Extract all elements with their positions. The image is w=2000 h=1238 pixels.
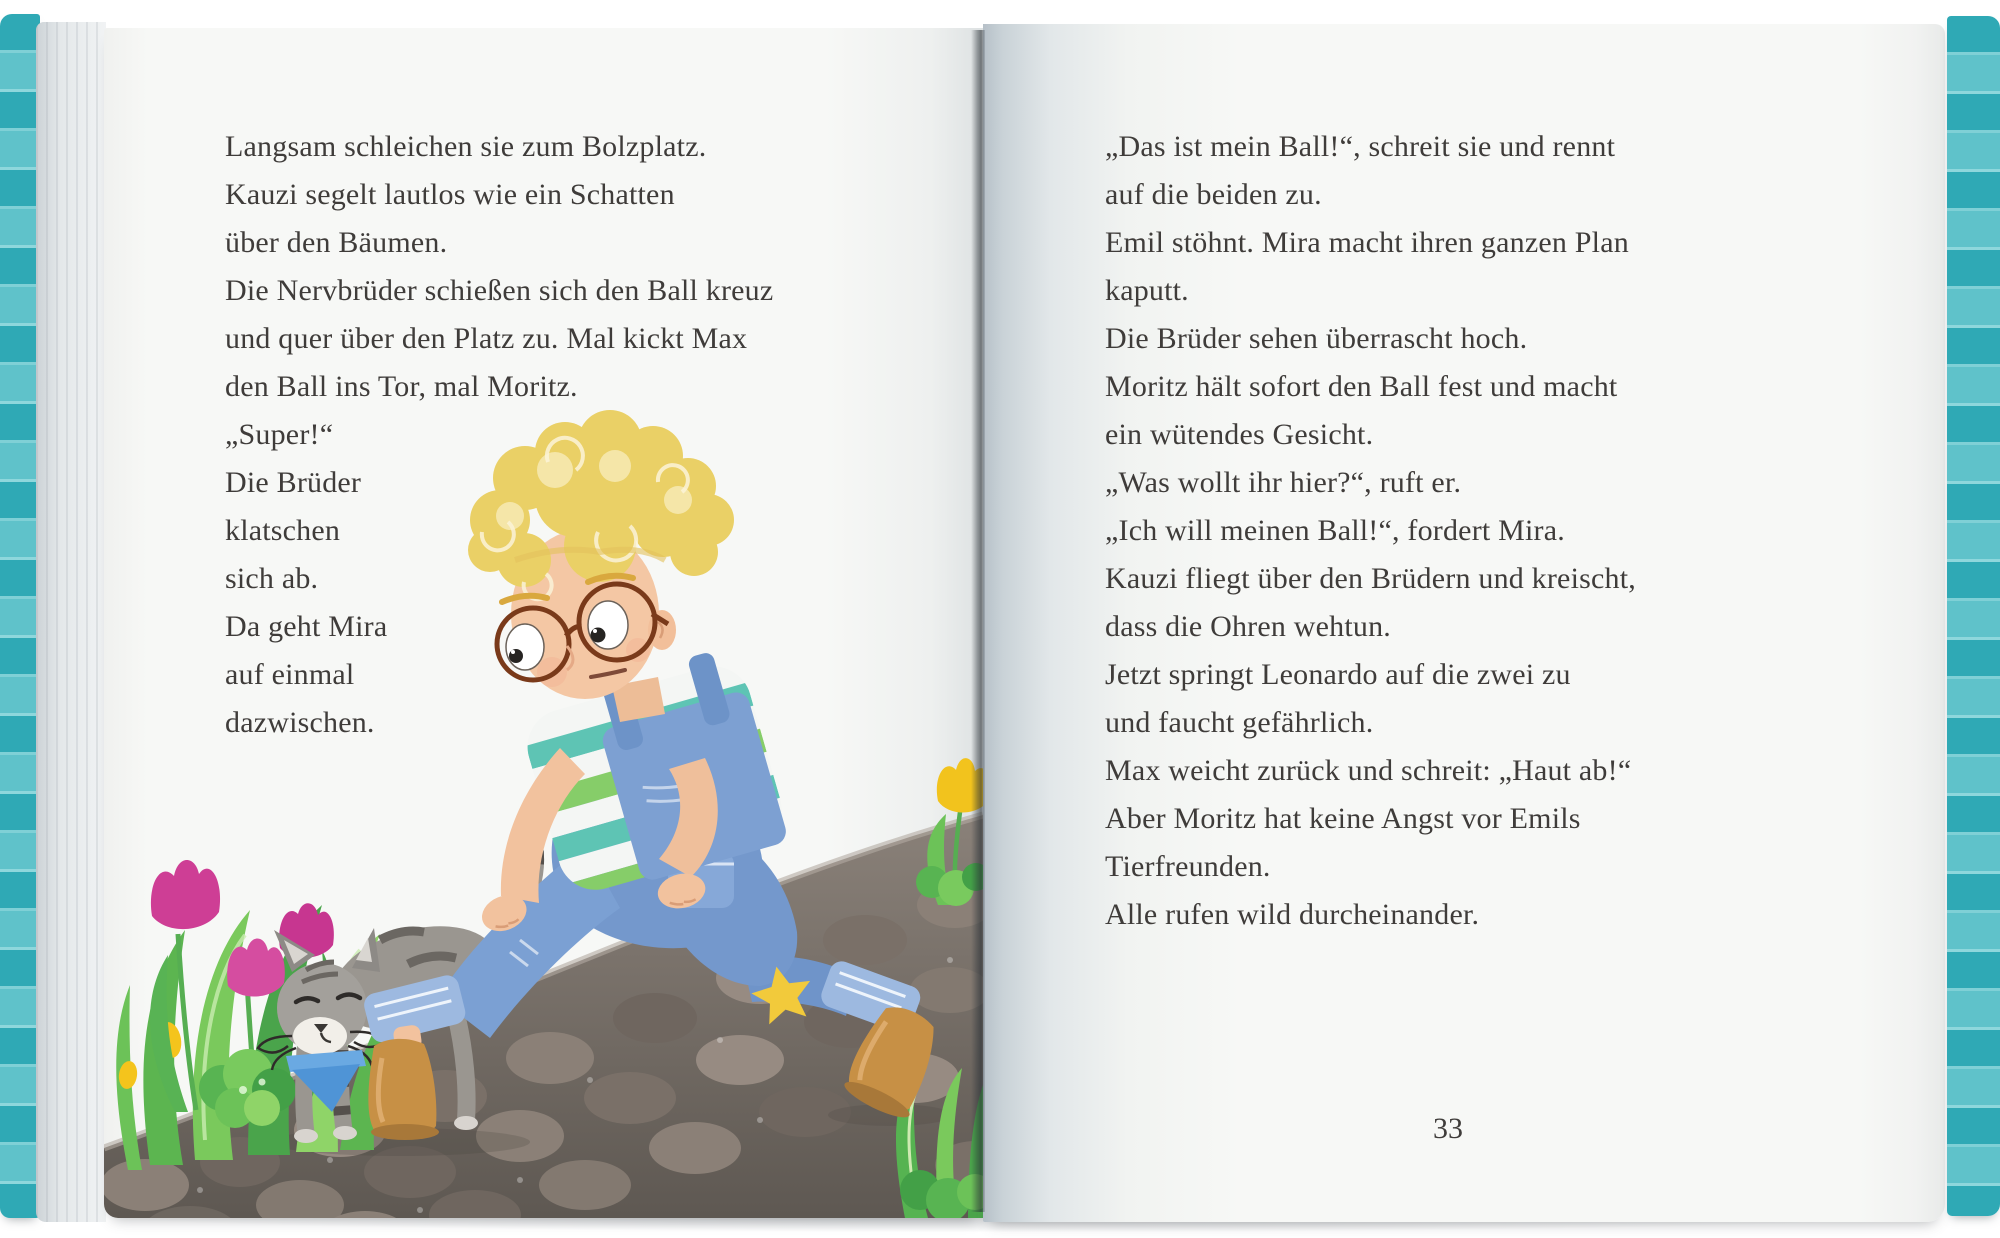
story-line: Max weicht zurück und schreit: „Haut ab!“	[1105, 754, 1632, 787]
story-line: Langsam schleichen sie zum Bolzplatz.	[225, 130, 707, 163]
story-line: auf einmal	[225, 658, 355, 691]
story-line: Kauzi segelt lautlos wie ein Schatten	[225, 178, 675, 211]
story-line: Da geht Mira	[225, 610, 388, 643]
story-line: Alle rufen wild durcheinander.	[1105, 898, 1480, 931]
stone-path	[104, 815, 983, 1218]
story-line: Tierfreunden.	[1105, 850, 1271, 883]
right-page	[983, 24, 1945, 1222]
story-line: Aber Moritz hat keine Angst vor Emils	[1105, 802, 1581, 835]
story-line: über den Bäumen.	[225, 226, 448, 259]
story-line: Die Brüder	[225, 466, 362, 499]
curly-hair	[468, 410, 734, 587]
left-page-illustration	[104, 345, 983, 1218]
story-line: Die Brüder sehen überrascht hoch.	[1105, 322, 1528, 355]
page-edges-left	[36, 22, 106, 1222]
story-line: sich ab.	[225, 562, 319, 595]
story-line: „Was wollt ihr hier?“, ruft er.	[1105, 466, 1462, 499]
story-line: Jetzt springt Leonardo auf die zwei zu	[1105, 658, 1571, 691]
story-line: Kauzi fliegt über den Brüdern und kreischt,	[1105, 562, 1636, 595]
page-number: 33	[1433, 1112, 1463, 1145]
story-line: „Das ist mein Ball!“, schreit sie und rennt	[1105, 130, 1616, 163]
story-line: dazwischen.	[225, 706, 375, 739]
story-line: ein wütendes Gesicht.	[1105, 418, 1374, 451]
story-line: „Ich will meinen Ball!“, fordert Mira.	[1105, 514, 1565, 547]
story-line: den Ball ins Tor, mal Moritz.	[225, 370, 578, 403]
story-line: kaputt.	[1105, 274, 1189, 307]
right-page-text	[1105, 123, 1636, 939]
story-line: „Super!“	[225, 418, 334, 451]
story-line: und quer über den Platz zu. Mal kickt Max	[225, 322, 748, 355]
story-line: dass die Ohren wehtun.	[1105, 610, 1392, 643]
book-spine-gutter	[971, 30, 985, 1212]
story-line: Die Nervbrüder schießen sich den Ball kreuz	[225, 274, 774, 307]
story-line: und faucht gefährlich.	[1105, 706, 1374, 739]
story-line: auf die beiden zu.	[1105, 178, 1322, 211]
book-cover-right-edge	[1947, 16, 2000, 1216]
book-cover-left-edge	[0, 14, 40, 1218]
left-page	[104, 28, 983, 1218]
story-line: Emil stöhnt. Mira macht ihren ganzen Plan	[1105, 226, 1629, 259]
story-line: klatschen	[225, 514, 341, 547]
story-line: Moritz hält sofort den Ball fest und macht	[1105, 370, 1618, 403]
